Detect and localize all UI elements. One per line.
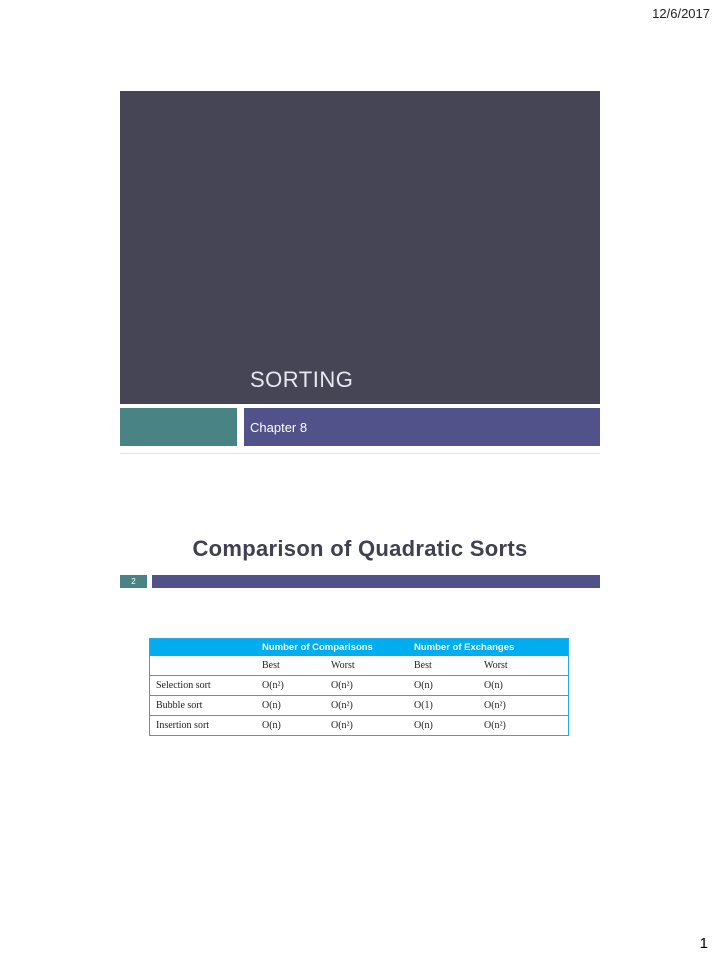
- table-cell: O(n²): [262, 680, 284, 691]
- table-row: [150, 716, 568, 735]
- print-date: 12/6/2017: [652, 6, 710, 21]
- table-cell: O(n): [484, 680, 503, 691]
- page-number: 1: [699, 935, 708, 952]
- slide-title: Comparison of Quadratic Sorts: [192, 536, 528, 561]
- title-bar: [152, 575, 600, 588]
- table-cell: O(n²): [484, 700, 506, 711]
- table-cell: O(1): [414, 700, 433, 711]
- title-slide-background: [120, 91, 600, 404]
- row-label: Insertion sort: [156, 720, 210, 731]
- table-cell: O(n²): [331, 700, 353, 711]
- subheader-cell: Worst: [484, 660, 508, 671]
- table-cell: O(n): [414, 720, 433, 731]
- table-subheader-row: [150, 656, 568, 676]
- header-comparisons: Number of Comparisons: [262, 642, 373, 653]
- accent-block: [120, 408, 237, 446]
- table-cell: O(n²): [484, 720, 506, 731]
- header-exchanges: Number of Exchanges: [414, 642, 515, 653]
- table-row: [150, 696, 568, 716]
- subheader-cell: Best: [262, 660, 280, 671]
- row-label: Bubble sort: [156, 700, 203, 711]
- slide-subtitle: Chapter 8: [250, 420, 308, 435]
- subheader-cell: Worst: [331, 660, 355, 671]
- table-cell: O(n): [262, 700, 281, 711]
- slide-title: SORTING: [250, 367, 354, 392]
- subheader-cell: Best: [414, 660, 432, 671]
- table-group-header: [150, 639, 568, 656]
- table-cell: O(n²): [331, 680, 353, 691]
- table-cell: O(n): [414, 680, 433, 691]
- table-row: [150, 676, 568, 696]
- table-cell: O(n²): [331, 720, 353, 731]
- row-label: Selection sort: [156, 680, 211, 691]
- table-cell: O(n): [262, 720, 281, 731]
- comparison-table: [149, 638, 569, 736]
- slide-divider: [120, 453, 600, 454]
- slide-number: 2: [120, 575, 147, 588]
